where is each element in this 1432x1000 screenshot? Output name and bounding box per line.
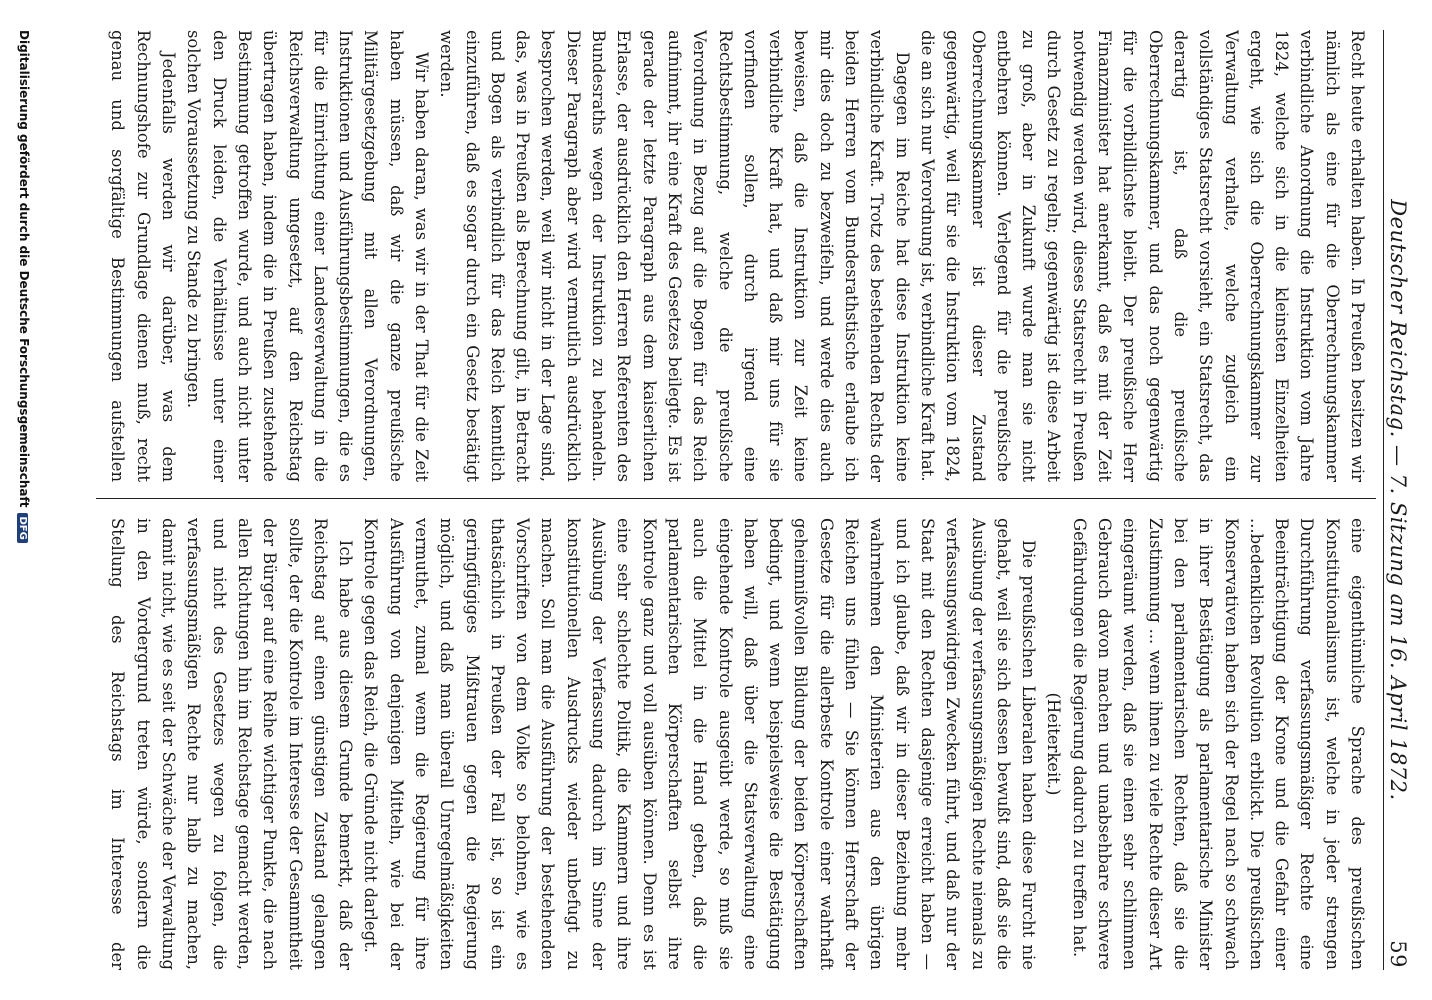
paragraph: eine eigenthümliche Sprache des preußischen Konstitutionalismus ist, welche in jeder strengen Durchführung verfassungsmäßiger Rechte eine Beeinträchtigung der Krone und die Gefahr einer ...bedenklichen Revolution erblickt. Die preußischen Konservativen haben sich der Regel nach so schwach in ihrer Bestätigung als parlamentarische Minister bei den parlamentarischen Rechten, daß sie die Zustimmung ... wenn ihnen zu viele Rechte dieser Art eingeräumt werden, daß sie einen sehr schlimmen Gebrauch davon machen und unabsehbare schwere Gefährdungen die Regierung dadurch zu treffen hat. xyxy=(1069,518,1367,970)
paragraph: Recht heute erhalten haben. In Preußen besitzen wir nämlich als eine für die Oberrechnungskammer verbindliche Anordnung die Instruktion vom Jahre 1824, welche sich in die kleinsten Einzelheiten ergeht, wie sich die Oberrechnungskammer zur Verwaltung verhalte, welche zugleich ein vollständiges Statsrecht vorsieht, ein Statsrecht, das derartig ist, daß die preußische Oberrechnungskammer, und das noch gegenwärtig für die vorbildlichste bleibt. Der preußische Herr Finanzminister hat anerkannt, daß es mit der Zeit notwendig werden wird, dieses Statsrecht in Preußen durch Gesetz zu regeln; gegenwärtig ist diese Arbeit zu groß, aber in Zukunft wurde man sie nicht entbehren können. Verlegend für die preußische Oberrechnungskammer ist dieser Zustand gegenwärtig, weil für sie die Instruktion vom 1824, die an sich nur Verordnung ist, verbindliche Kraft hat. xyxy=(917,30,1367,482)
scanned-page xyxy=(16,10,1416,995)
column-divider xyxy=(96,498,1376,499)
digitization-footer xyxy=(17,30,31,970)
left-column xyxy=(105,30,1370,482)
applause-note: (Heiterkeit.) xyxy=(1044,692,1064,796)
paragraph: Dagegen im Reiche hat diese Instruktion keine verbindliche Kraft. Trotz des bestehenden Rechts der beiden Herren vom Bundesrathstische erlaube ich mir dies doch zu bezweifeln, und werde dies auch beweisen, daß die Instruktion zur Zeit keine verbindliche Kraft hat, und daß mir uns für sie vorfinden sollen, durch irgend eine Rechtsbestimmung, welche die preußische Verordnung in Bezug auf die Bogen für das Reich aufnimmt, ihr eine Kraft des Gesetzes beilegte. Es ist gerade der letzte Paragraph aus dem kaiserlichen Erlasse, der ausdrücklich den Herren Referenten des Bundesraths wegen der Instruktion zu behandeln. Dieser Paragraph aber wird vermutlich ausdrücklich besprochen werden, weil wir nicht in der Lage sind, das, was in Preußen als Berechnung gilt, in Betracht und Bogen als verbindlich für das Reich kenntlich einzuführen, daß es sogar durch ein Gesetz bestätigt werden. xyxy=(437,30,912,482)
paragraph: Wir haben daran, was wir in der That für die Zeit haben müssen, daß wir die ganze preußische Militärgesetzgebung mit allen Verordnungen, Instruktionen und Ausführungsbestimmungen, die es für die Einrichtung einer Landesverwaltung in die Reichsverwaltung umgesetzt, auf den Reichstag übertragen haben, indem die in Preußen zustehende Bestimmung getroffen wurde, und auch nicht unter den Druck leiden, die Verhältnisse unter einer solchen Voraussetzung zu Stande zu bringen. xyxy=(184,30,432,482)
right-column xyxy=(105,518,1370,970)
page-number: 59 xyxy=(1386,940,1410,968)
paragraph: Die preußischen Liberalen haben diese Furcht nie gehabt, weil sie sich dessen bewußt sind, daß sie die Ausübung der verfassungsmäßigen Rechte niemals zu verfassungswidrigen Zwecken führt, und daß nur der Staat mit den Rechten dasjenige erreicht haben — und ich glaube, daß wir in dieser Beziehung mehr wahrnehmen den Ministerien aus den übrigen Reichen uns fühlen — Sie können Herrschaft der Gesetze für die allerbeste Kontrole einer wahrhaft geheimnißvollen Bildung der beiden Körperschaften bedingt, und wenn beispielsweise die Bestätigung haben will, daß über die Statsverwaltung eine eingehende Kontrole ausgeübt werde, so muß sie auch die Mittel in die Hand geben, daß die parlamentarischen Körperschaften selbst ihre Kontrole ganz und voll ausüben können. Denn es ist eine sehr schlechte Politik, die Kammern und ihre Ausübung der Verfassung dadurch im Sinne der konstitutionellen Ausdrucks wieder unbefugt zu machen. Soll man die Ausführung der bestehenden Vorschriften von dem Volke so belohnen, wie es thatsächlich in Preußen der Fall ist, so ist ein geringfügiges Mißtrauen gegen die Regierung möglich, und daß man überall Unregelmäßigkeiten vermuthet, zumal wenn die Regierung für ihre Ausführung von denjenigen Mitteln, wie bei der Kontrole gegen das Reich, die Gründe nicht darlegt. xyxy=(361,518,1039,970)
running-head xyxy=(1383,30,1410,970)
digitization-note: Digitalisierung gefördert durch die Deutsche Forschungsgemeinschaft xyxy=(17,30,31,508)
paragraph: Jedenfalls werden wir darüber, was dem Rechnungshofe zur Grundlage dienen muß, recht genau und sorgfältige Bestimmungen aufstellen xyxy=(108,30,179,482)
page-title: Deutscher Reichstag. — 7. Sitzung am 16. April 1872. xyxy=(1386,199,1410,801)
paragraph: Ich habe aus diesem Grunde bemerkt, daß der Reichstag auf einen günstigen Zustand gelangen sollte, der die Kontrole im Interesse der Gesammtheit der Bürger auf eine Reihe wichtiger Punkte, die nach allen Richtungen hin im Reichstage gemacht werden, und nicht des Gesetzes wegen zu folgen, die verfassungsmäßigen Rechte nur halb zu machen, damit nicht, wie es seit der Schwäche der Verwaltung in den Vordergrund treten würde, sondern die Stellung des Reichstags im Interesse der xyxy=(108,518,356,970)
dfg-logo: DFG xyxy=(17,513,28,542)
